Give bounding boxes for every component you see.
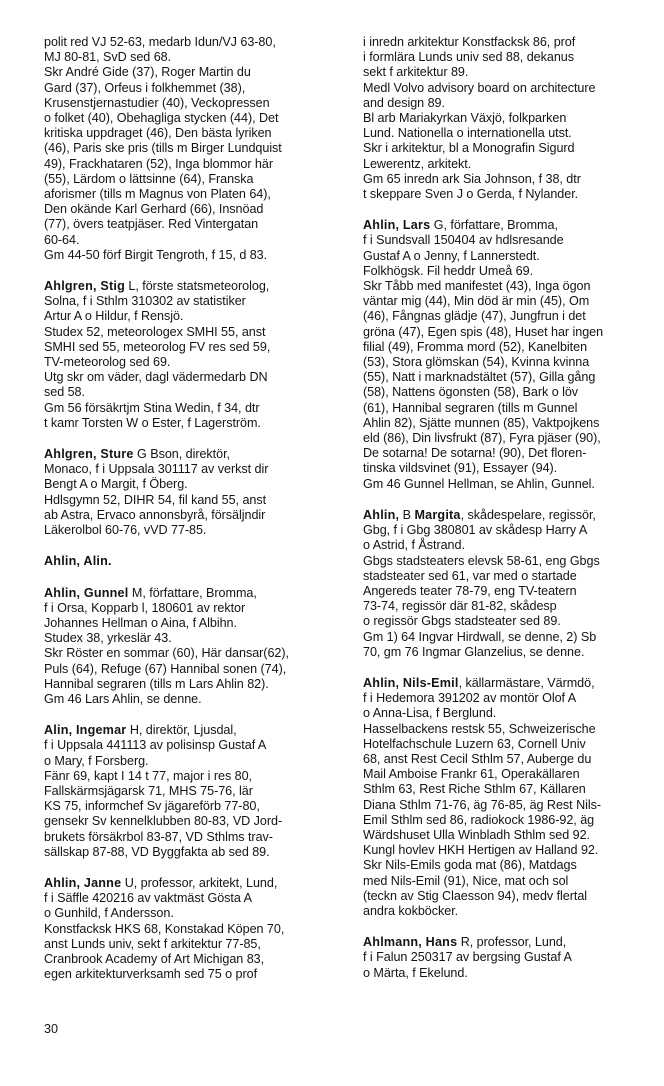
entry-text-line: aforismer (tills m Magnus von Platen 64), — [44, 187, 271, 202]
entry-text-line: Gm 1) 64 Ingvar Hirdwall, se denne, 2) Sb — [363, 629, 597, 644]
entry-heading-text: G, författare, Bromma, — [430, 218, 558, 233]
entry-text-line: Lewerentz, arkitekt. — [363, 156, 472, 171]
entry-heading — [363, 508, 658, 523]
entry-text-line: (61), Hannibal segraren (tills m Gunnel — [363, 400, 578, 415]
biography-entry — [44, 876, 344, 982]
entry-text-line: SMHI sed 55, meteorolog FV res sed 59, — [44, 339, 271, 354]
entry-text-line: KS 75, informchef Sv jägareförb 77-80, — [44, 799, 260, 814]
entry-text-line: Fänr 69, kapt I 14 t 77, major i res 80, — [44, 768, 252, 783]
biography-entry — [44, 723, 344, 860]
entry-text-line: ab Astra, Ervaco annonsbyrå, försäljndir — [44, 507, 266, 522]
entry-text-line: Angereds teater 78-79, eng TV-teatern — [363, 583, 577, 598]
entry-text-line: Utg skr om väder, dagl vädermedarb DN — [44, 370, 268, 385]
entry-heading — [44, 586, 344, 601]
entry-text-line: MJ 80-81, SvD sed 68. — [44, 50, 172, 65]
entry-name: Ahlin, — [363, 507, 400, 522]
entry-text-line: egen arkitekturverksamh sed 75 o prof — [44, 967, 258, 982]
entry-text-line: Studex 52, meteorologex SMHI 55, anst — [44, 324, 266, 339]
entry-text-line: Puls (64), Refuge (67) Hannibal sonen (74), — [44, 661, 287, 676]
entry-text-line: Hannibal segraren (tills m Lars Ahlin 82). — [44, 676, 269, 691]
entry-text-line: Monaco, f i Uppsala 301117 av verkst dir — [44, 462, 269, 477]
entry-text-line: polit red VJ 52-63, medarb Idun/VJ 63-80, — [44, 35, 276, 49]
entry-heading — [363, 935, 658, 950]
entry-text-line: f i Säffle 420216 av vaktmäst Gösta A — [44, 891, 252, 906]
entry-text-line: Läkerolbol 60-76, vVD 77-85. — [44, 523, 207, 538]
biography-entry — [44, 35, 344, 263]
entry-text-line: Gm 46 Lars Ahlin, se denne. — [44, 691, 202, 706]
entry-text-line: väntar mig (44), Min död är min (45), Om — [363, 294, 590, 309]
entry-text-line: andra kokböcker. — [363, 903, 459, 918]
entry-text-line: (46), Fångnas glädje (47), Jungfrun i det — [363, 309, 586, 324]
entry-text-line: f i Hedemora 391202 av montör Olof A — [363, 691, 577, 706]
entry-text-line: Johannes Hellman o Aina, f Albihn. — [44, 615, 237, 630]
entry-heading — [363, 218, 658, 233]
entry-text-line: (58), Nattens ögonsten (58), Bark o löv — [363, 385, 579, 400]
entry-text-line: sällskap 87-88, VD Byggfakta ab sed 89. — [44, 844, 270, 859]
entry-text-line: o regissör Gbgs stadsteater sed 89. — [363, 614, 561, 629]
entry-text-line: tinska vildsvinet (91), Essayer (94). — [363, 461, 558, 476]
entry-text-line: Gm 56 försäkrtjm Stina Wedin, f 34, dtr — [44, 400, 260, 415]
entry-text-line: Gbg, f i Gbg 380801 av skådesp Harry A — [363, 523, 588, 538]
entry-heading-text: R, professor, Lund, — [457, 935, 567, 950]
entry-text-line: Mail Amboise Frankr 61, Operakällaren — [363, 767, 580, 782]
entry-text-line: t kamr Torsten W o Ester, f Lagerström. — [44, 415, 261, 430]
entry-text-line: med Nils-Emil (91), Nice, mat och sol — [363, 873, 569, 888]
entry-text-line: o Anna-Lisa, f Berglund. — [363, 706, 497, 721]
entry-text-line: Skr Nils-Emils goda mat (86), Matdags — [363, 858, 577, 873]
entry-text-line: f i Orsa, Kopparb l, 180601 av rektor — [44, 600, 246, 615]
entry-text-line: (55), Lärdom o lättsinne (64), Franska — [44, 171, 254, 186]
left-column — [44, 35, 344, 998]
entry-text-line: Fallskärmsjägarsk 71, MHS 75-76, lär — [44, 783, 253, 798]
entry-text-line: Lund. Nationella o internationella utst. — [363, 126, 572, 141]
entry-text-line: stadsteater sed 61, var med o startade — [363, 568, 577, 583]
entry-text-line: brukets försäkrbol 83-87, VD Sthlms trav- — [44, 829, 273, 844]
entry-text-line: t skeppare Sven J o Gerda, f Nylander. — [363, 187, 579, 202]
entry-text-line: Konstfacksk HKS 68, Konstakad Köpen 70, — [44, 921, 285, 936]
entry-text-line: Den okände Karl Gerhard (66), Insnöad — [44, 202, 264, 217]
biography-entry — [44, 279, 344, 431]
entry-heading-text: H, direktör, Ljusdal, — [126, 723, 237, 738]
entry-text-line: (77), övers teatpjäser. Red Vintergatan — [44, 217, 259, 232]
entry-heading-text: U, professor, arkitekt, Lund, — [121, 875, 278, 890]
entry-heading — [363, 676, 658, 691]
entry-heading — [44, 554, 344, 569]
entry-name: Margita — [414, 507, 461, 522]
entry-text-line: Gustaf A o Jenny, f Lannerstedt. — [363, 248, 540, 263]
entry-text-line: Gbgs stadsteaters elevsk 58-61, eng Gbgs — [363, 553, 600, 568]
entry-text-line: o folket (40), Obehagliga stycken (44), Det — [44, 111, 279, 126]
biography-entry — [363, 935, 658, 981]
entry-text-line: Krusenstjernastudier (40), Veckopressen — [44, 95, 270, 110]
entry-text-line: Skr i arkitektur, bl a Monografin Sigurd — [363, 141, 575, 156]
entry-name: Ahlin, Lars — [363, 218, 431, 233]
entry-heading-text: L, förste statsmeteorolog, — [124, 279, 270, 294]
entry-text-line: filial (49), Fromma mord (52), Kanelbiten — [363, 339, 588, 354]
entry-name: Ahlmann, Hans — [363, 935, 458, 950]
entry-text-line: Gm 65 inredn ark Sia Johnson, f 38, dtr — [363, 171, 581, 186]
entry-heading — [44, 279, 344, 294]
entry-text-line: Gm 44-50 förf Birgit Tengroth, f 15, d 83. — [44, 247, 268, 262]
biography-entry — [44, 586, 344, 708]
entry-text-line: Ahlin 82), Sjätte munnen (85), Vaktpojkens — [363, 415, 600, 430]
biography-entry — [363, 35, 658, 202]
entry-heading-text: M, författare, Bromma, — [128, 585, 257, 600]
entry-text-line: Hasselbackens restsk 55, Schweizerische — [363, 721, 596, 736]
entry-text-line: gensekr Sv kennelklubben 80-83, VD Jord- — [44, 814, 283, 829]
entry-name: Ahlgren, Stig — [44, 279, 125, 294]
entry-name: Ahlin, Alin. — [44, 554, 112, 569]
entry-name: Ahlin, Nils-Emil — [363, 675, 459, 690]
right-column — [363, 35, 658, 997]
entry-text-line: o Astrid, f Åstrand. — [363, 538, 465, 553]
entry-text-line: 49), Frackhataren (52), Inga blommor här — [44, 156, 273, 171]
entry-text-line: 70, gm 76 Ingmar Glanzelius, se denne. — [363, 644, 585, 659]
entry-text-line: Skr André Gide (37), Roger Martin du — [44, 65, 251, 80]
page-number: 30 — [44, 1022, 59, 1036]
entry-heading — [44, 876, 344, 891]
entry-text-line: 68, anst Rest Cecil Sthlm 57, Auberge du — [363, 751, 592, 766]
entry-text-line: TV-meteorolog sed 69. — [44, 355, 171, 370]
entry-text-line: 60-64. — [44, 232, 80, 247]
entry-text-line: Cranbrook Academy of Art Michigan 83, — [44, 951, 265, 966]
entry-text-line: 73-74, regissör där 81-82, skådesp — [363, 599, 557, 614]
entry-text-line: Medl Volvo advisory board on architecture — [363, 80, 596, 95]
entry-text-line: (55), Natt i marknadstältet (57), Gilla gång — [363, 370, 596, 385]
entry-text-line: sekt f arkitektur 89. — [363, 65, 469, 80]
entry-text-line: Hotelfachschule Luzern 63, Cornell Univ — [363, 736, 586, 751]
entry-name: Ahlin, Janne — [44, 875, 122, 890]
entry-text-line: Bengt A o Margit, f Öberg. — [44, 477, 188, 492]
biography-entry — [44, 554, 344, 569]
biography-entry — [363, 676, 658, 919]
entry-text-line: Sthlm 63, Rest Riche Sthlm 67, Källaren — [363, 782, 586, 797]
entry-text-line: (46), Paris ske pris (tills m Birger Lundquist — [44, 141, 282, 156]
biography-entry — [363, 508, 658, 660]
entry-text-line: o Mary, f Forsberg. — [44, 753, 149, 768]
entry-text-line: Bl arb Mariakyrkan Växjö, folkparken — [363, 111, 567, 126]
entry-text-line: Gm 46 Gunnel Hellman, se Ahlin, Gunnel. — [363, 476, 595, 491]
entry-text-line: Studex 38, yrkeslär 43. — [44, 631, 172, 646]
entry-text-line: (teckn av Stig Claesson 94), medv flertal — [363, 888, 588, 903]
entry-text-line: De sotarna! De sotarna! (90), Det floren- — [363, 446, 587, 461]
entry-heading-text: , skådespelare, regissör, — [460, 507, 596, 522]
entry-text-line: Emil Sthlm sed 86, radiokock 1986-92, äg — [363, 812, 595, 827]
entry-text-line: o Gunhild, f Andersson. — [44, 906, 174, 921]
entry-text-line: Diana Sthlm 71-76, äg 76-85, äg Rest Nils- — [363, 797, 601, 812]
entry-name: Ahlin, Gunnel — [44, 585, 129, 600]
entry-text-line: i inredn arkitektur Konstfacksk 86, prof — [363, 35, 576, 49]
entry-text-line: i formlära Lunds univ sed 88, dekanus — [363, 50, 574, 65]
entry-text-line: gröna (47), Egen spis (48), Huset har ingen — [363, 324, 604, 339]
entry-text-line: kritiska uppdraget (46), Den bästa lyriken — [44, 126, 272, 141]
entry-text-line: Solna, f i Sthlm 310302 av statistiker — [44, 294, 246, 309]
entry-text-line: sed 58. — [44, 385, 85, 400]
entry-text-line: anst Lunds univ, sekt f arkitektur 77-85, — [44, 936, 261, 951]
entry-text-line: f i Sundsvall 150404 av hdlsresande — [363, 233, 564, 248]
biography-entry — [363, 218, 658, 492]
entry-heading-text: G Bson, direktör, — [133, 447, 230, 462]
entry-text-line: Hdlsgymn 52, DIHR 54, fil kand 55, anst — [44, 492, 267, 507]
entry-text-line: Skr Röster en sommar (60), Här dansar(62), — [44, 646, 289, 661]
entry-text-line: f i Uppsala 441113 av polisinsp Gustaf A — [44, 738, 267, 753]
entry-text-line: and design 89. — [363, 95, 445, 110]
entry-heading-text: B — [399, 507, 415, 522]
entry-text-line: Kungl hovlev HKH Hertigen av Halland 92. — [363, 843, 599, 858]
entry-heading — [44, 447, 344, 462]
entry-name: Alin, Ingemar — [44, 723, 127, 738]
entry-text-line: Artur A o Hildur, f Rensjö. — [44, 309, 184, 324]
entry-text-line: Folkhögsk. Fil heddr Umeå 69. — [363, 263, 534, 278]
entry-text-line: o Märta, f Ekelund. — [363, 965, 468, 980]
entry-text-line: eld (86), Din livsfrukt (87), Fyra pjäser (90), — [363, 431, 601, 446]
entry-text-line: (53), Stora glömskan (54), Kvinna kvinna — [363, 355, 590, 370]
entry-text-line: f i Falun 250317 av bergsing Gustaf A — [363, 950, 572, 965]
entry-text-line: Gard (37), Orfeus i folkhemmet (38), — [44, 80, 246, 95]
biography-entry — [44, 447, 344, 538]
entry-text-line: Wärdshuset Ulla Winbladh Sthlm sed 92. — [363, 827, 590, 842]
entry-heading-text: , källarmästare, Värmdö, — [458, 675, 595, 690]
entry-text-line: Skr Tåbb med manifestet (43), Inga ögon — [363, 279, 591, 294]
entry-name: Ahlgren, Sture — [44, 447, 134, 462]
entry-heading — [44, 723, 344, 738]
